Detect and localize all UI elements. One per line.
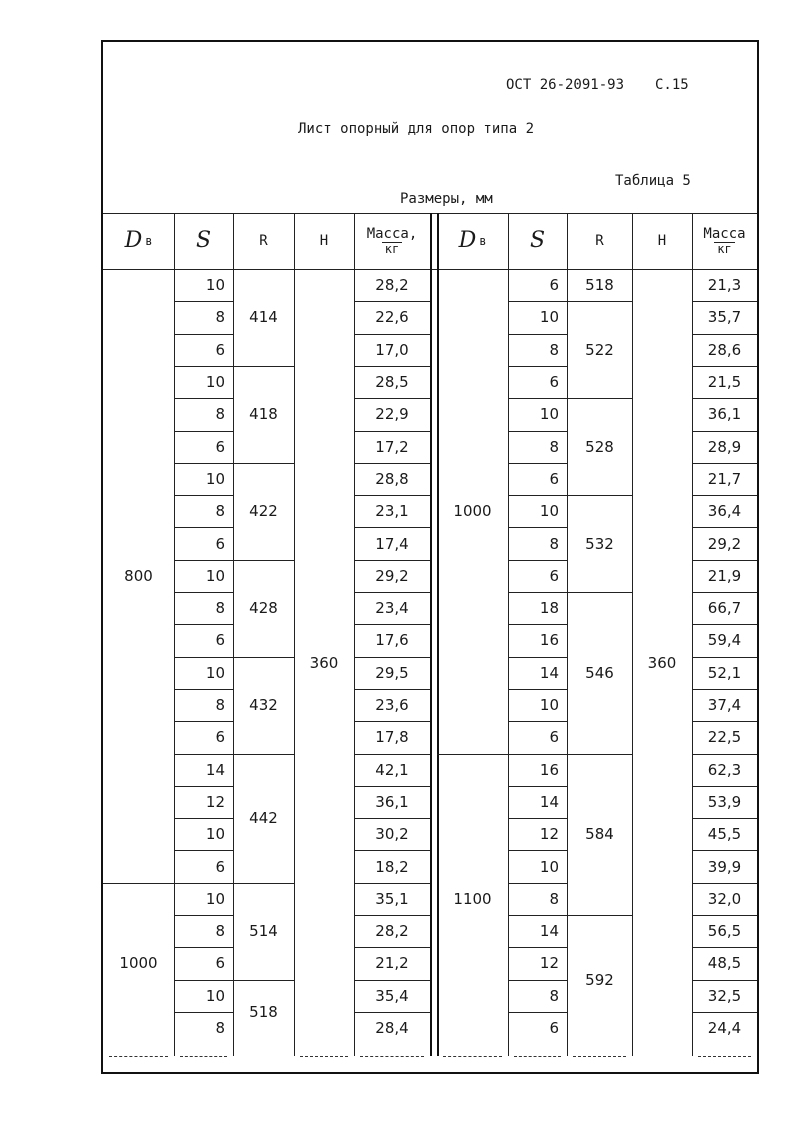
left-mass-cell: 36,1 — [375, 792, 409, 811]
left-r-cell: 432 — [249, 696, 278, 715]
left-mass-cell: 35,4 — [375, 986, 409, 1005]
right-mass-cell: 59,4 — [707, 631, 742, 650]
right-s-cell: 14 — [539, 792, 559, 811]
left-s-row-rule — [174, 463, 233, 464]
left-s-cell: 10 — [205, 986, 225, 1005]
left-mass-cell: 22,6 — [375, 308, 409, 327]
right-mass-cell: 28,9 — [707, 437, 742, 456]
right-s-cell: 8 — [549, 889, 559, 908]
left-s-row-rule — [174, 301, 233, 302]
right-s-cell: 8 — [549, 437, 559, 456]
right-s-cell: 14 — [539, 663, 559, 682]
right-mass-row-rule — [692, 624, 757, 625]
right-s-cell: 10 — [539, 308, 559, 327]
left-s-row-rule — [174, 334, 233, 335]
right-mass-cell: 53,9 — [707, 792, 742, 811]
left-s-cell: 10 — [205, 469, 225, 488]
right-mass-row-rule — [692, 592, 757, 593]
right-mass-cell: 32,0 — [707, 889, 742, 908]
left-mass-row-rule — [354, 592, 430, 593]
left-s-row-rule — [174, 366, 233, 367]
right-s-row-rule — [508, 495, 567, 496]
continuation-mark — [180, 1056, 227, 1057]
mass-unit: кг — [714, 242, 734, 256]
d-subscript: в — [145, 233, 153, 248]
left-mass-row-rule — [354, 883, 430, 884]
left-s-cell: 6 — [215, 437, 225, 456]
left-s-row-rule — [174, 947, 233, 948]
units-label: Размеры, мм — [400, 191, 493, 207]
left-mass-row-rule — [354, 334, 430, 335]
left-mass-row-rule — [354, 301, 430, 302]
left-r-cell: 442 — [249, 809, 278, 828]
right-r-cell: 532 — [585, 534, 614, 553]
left-mass-cell: 28,4 — [375, 1019, 409, 1038]
left-mass-row-rule — [354, 786, 430, 787]
right-mass-row-rule — [692, 657, 757, 658]
left-s-row-rule — [174, 495, 233, 496]
left-r-cell: 422 — [249, 502, 278, 521]
right-s-row-rule — [508, 366, 567, 367]
continuation-mark — [514, 1056, 561, 1057]
right-s-cell: 6 — [549, 469, 559, 488]
left-mass-row-rule — [354, 431, 430, 432]
continuation-mark — [300, 1056, 348, 1057]
right-mass-row-rule — [692, 398, 757, 399]
left-mass-row-rule — [354, 495, 430, 496]
right-mass-cell: 45,5 — [707, 825, 742, 844]
right-mass-row-rule — [692, 786, 757, 787]
left-mass-row-rule — [354, 366, 430, 367]
right-mass-row-rule — [692, 883, 757, 884]
page-number: С.15 — [655, 77, 689, 93]
left-mass-cell: 17,8 — [375, 728, 409, 747]
right-s-row-rule — [508, 334, 567, 335]
mass-label: Масса — [703, 225, 746, 242]
left-s-row-rule — [174, 980, 233, 981]
left-mass-cell: 23,1 — [375, 502, 409, 521]
left-mass-cell: 18,2 — [375, 857, 409, 876]
right-header-s: S — [529, 228, 546, 254]
right-s-cell: 16 — [539, 760, 559, 779]
right-s-row-rule — [508, 624, 567, 625]
left-s-row-rule — [174, 786, 233, 787]
left-header-r: R — [259, 232, 268, 249]
left-s-cell: 6 — [215, 631, 225, 650]
left-s-cell: 6 — [215, 954, 225, 973]
left-s-cell: 10 — [205, 663, 225, 682]
right-mass-cell: 35,7 — [707, 308, 742, 327]
left-mass-cell: 21,2 — [375, 954, 409, 973]
left-mass-cell: 28,2 — [375, 922, 409, 941]
left-s-cell: 8 — [215, 922, 225, 941]
right-s-cell: 12 — [539, 825, 559, 844]
right-s-row-rule — [508, 560, 567, 561]
left-mass-cell: 42,1 — [375, 760, 409, 779]
right-s-row-rule — [508, 818, 567, 819]
right-d-cell: 1100 — [453, 889, 492, 908]
right-d-cell: 1000 — [453, 502, 492, 521]
left-s-cell: 10 — [205, 889, 225, 908]
continuation-mark — [109, 1056, 168, 1057]
right-header-mass — [692, 213, 757, 269]
left-s-cell: 6 — [215, 728, 225, 747]
left-mass-cell: 17,6 — [375, 631, 409, 650]
right-s-cell: 12 — [539, 954, 559, 973]
left-s-cell: 6 — [215, 534, 225, 553]
left-s-row-rule — [174, 592, 233, 593]
right-mass-cell: 21,7 — [707, 469, 742, 488]
right-mass-cell: 36,4 — [707, 502, 742, 521]
right-s-cell: 10 — [539, 857, 559, 876]
left-mass-cell: 22,9 — [375, 405, 409, 424]
right-mass-cell: 52,1 — [707, 663, 742, 682]
right-s-row-rule — [508, 398, 567, 399]
right-s-row-rule — [508, 850, 567, 851]
left-mass-cell: 28,5 — [375, 373, 409, 392]
left-s-row-rule — [174, 398, 233, 399]
table-label: Таблица 5 — [615, 173, 691, 189]
right-s-row-rule — [508, 883, 567, 884]
right-mass-cell: 37,4 — [707, 696, 742, 715]
right-mass-row-rule — [692, 527, 757, 528]
left-s-row-rule — [174, 1012, 233, 1013]
right-mass-cell: 66,7 — [707, 599, 742, 618]
left-mass-row-rule — [354, 980, 430, 981]
right-mass-row-rule — [692, 334, 757, 335]
left-s-cell: 6 — [215, 340, 225, 359]
left-s-cell: 10 — [205, 276, 225, 295]
left-mass-cell: 29,5 — [375, 663, 409, 682]
left-s-row-rule — [174, 657, 233, 658]
left-s-cell: 12 — [205, 792, 225, 811]
right-mass-cell: 56,5 — [707, 922, 742, 941]
continuation-mark — [573, 1056, 626, 1057]
left-mass-row-rule — [354, 624, 430, 625]
right-r-cell: 546 — [585, 663, 614, 682]
center-divider-a — [430, 213, 432, 1056]
right-s-row-rule — [508, 786, 567, 787]
left-r-cell: 518 — [249, 1002, 278, 1021]
right-s-cell: 6 — [549, 1019, 559, 1038]
right-s-cell: 8 — [549, 340, 559, 359]
left-mass-row-rule — [354, 657, 430, 658]
right-mass-row-rule — [692, 754, 757, 755]
right-header-h: H — [657, 232, 667, 249]
right-s-cell: 6 — [549, 373, 559, 392]
right-r-cell: 522 — [585, 340, 614, 359]
left-s-row-rule — [174, 721, 233, 722]
mass-label: Масса, — [366, 225, 418, 242]
left-d-cell: 1000 — [119, 954, 158, 973]
right-mass-row-rule — [692, 689, 757, 690]
left-s-cell: 8 — [215, 696, 225, 715]
left-s-cell: 8 — [215, 502, 225, 521]
left-mass-row-rule — [354, 915, 430, 916]
left-s-row-rule — [174, 624, 233, 625]
right-r-cell: 592 — [585, 970, 614, 989]
right-mass-cell: 21,5 — [707, 373, 742, 392]
left-r-cell: 514 — [249, 922, 278, 941]
left-s-cell: 10 — [205, 825, 225, 844]
right-s-row-rule — [508, 1012, 567, 1013]
left-s-cell: 6 — [215, 857, 225, 876]
right-s-cell: 6 — [549, 276, 559, 295]
right-s-row-rule — [508, 592, 567, 593]
right-s-cell: 6 — [549, 728, 559, 747]
right-mass-row-rule — [692, 818, 757, 819]
left-r-cell: 418 — [249, 405, 278, 424]
d-symbol: D — [124, 228, 143, 254]
right-s-row-rule — [508, 980, 567, 981]
right-s-cell: 10 — [539, 405, 559, 424]
left-d-cell: 800 — [124, 566, 153, 585]
left-s-row-rule — [174, 754, 233, 755]
right-s-row-rule — [508, 689, 567, 690]
right-s-row-rule — [508, 527, 567, 528]
right-mass-cell: 48,5 — [707, 954, 742, 973]
right-mass-cell: 28,6 — [707, 340, 742, 359]
left-s-row-rule — [174, 689, 233, 690]
right-s-cell: 8 — [549, 534, 559, 553]
left-s-cell: 10 — [205, 566, 225, 585]
left-s-row-rule — [174, 883, 233, 884]
left-mass-row-rule — [354, 947, 430, 948]
right-mass-row-rule — [692, 850, 757, 851]
right-s-row-rule — [508, 657, 567, 658]
right-mass-row-rule — [692, 1012, 757, 1013]
right-s-cell: 10 — [539, 696, 559, 715]
d-subscript: в — [479, 233, 487, 248]
right-mass-row-rule — [692, 915, 757, 916]
left-mass-cell: 23,4 — [375, 599, 409, 618]
left-s-row-rule — [174, 818, 233, 819]
left-mass-cell: 28,2 — [375, 276, 409, 295]
left-header-d — [103, 213, 174, 269]
left-header-mass — [354, 213, 430, 269]
right-s-cell: 6 — [549, 566, 559, 585]
left-mass-row-rule — [354, 1012, 430, 1013]
right-mass-cell: 21,9 — [707, 566, 742, 585]
left-s-cell: 8 — [215, 308, 225, 327]
right-r-cell: 584 — [585, 825, 614, 844]
left-mass-cell: 29,2 — [375, 566, 409, 585]
right-mass-row-rule — [692, 947, 757, 948]
left-s-cell: 14 — [205, 760, 225, 779]
left-s-row-rule — [174, 431, 233, 432]
left-r-cell: 428 — [249, 599, 278, 618]
right-s-row-rule — [508, 301, 567, 302]
left-mass-row-rule — [354, 818, 430, 819]
left-s-cell: 8 — [215, 405, 225, 424]
left-mass-cell: 23,6 — [375, 696, 409, 715]
left-header-s: S — [195, 228, 212, 254]
left-s-row-rule — [174, 560, 233, 561]
left-mass-row-rule — [354, 527, 430, 528]
left-mass-row-rule — [354, 689, 430, 690]
right-s-row-rule — [508, 431, 567, 432]
right-mass-row-rule — [692, 560, 757, 561]
left-s-row-rule — [174, 915, 233, 916]
left-mass-row-rule — [354, 721, 430, 722]
left-s-cell: 8 — [215, 599, 225, 618]
right-mass-cell: 29,2 — [707, 534, 742, 553]
right-mass-cell: 36,1 — [707, 405, 742, 424]
left-mass-row-rule — [354, 850, 430, 851]
left-mass-row-rule — [354, 463, 430, 464]
right-s-row-rule — [508, 915, 567, 916]
doc-title: Лист опорный для опор типа 2 — [298, 121, 535, 137]
right-r-cell: 518 — [585, 276, 614, 295]
right-r-cell: 528 — [585, 437, 614, 456]
left-mass-cell: 30,2 — [375, 825, 409, 844]
d-symbol: D — [458, 228, 477, 254]
right-mass-cell: 39,9 — [707, 857, 742, 876]
left-mass-cell: 35,1 — [375, 889, 409, 908]
left-mass-row-rule — [354, 560, 430, 561]
right-s-row-rule — [508, 463, 567, 464]
right-mass-cell: 32,5 — [707, 986, 742, 1005]
continuation-mark — [443, 1056, 502, 1057]
right-s-cell: 14 — [539, 922, 559, 941]
continuation-mark — [698, 1056, 751, 1057]
right-mass-cell: 21,3 — [707, 276, 742, 295]
left-s-row-rule — [174, 527, 233, 528]
right-mass-row-rule — [692, 431, 757, 432]
left-mass-row-rule — [354, 398, 430, 399]
right-s-row-rule — [508, 721, 567, 722]
right-s-cell: 10 — [539, 502, 559, 521]
right-s-cell: 8 — [549, 986, 559, 1005]
left-r-cell: 414 — [249, 308, 278, 327]
right-mass-cell: 62,3 — [707, 760, 742, 779]
left-mass-cell: 17,0 — [375, 340, 409, 359]
right-header-r: R — [595, 232, 604, 249]
left-mass-row-rule — [354, 754, 430, 755]
mass-unit: кг — [382, 242, 402, 256]
right-mass-row-rule — [692, 301, 757, 302]
right-mass-row-rule — [692, 980, 757, 981]
right-s-row-rule — [508, 947, 567, 948]
right-header-d — [437, 213, 508, 269]
left-s-row-rule — [174, 850, 233, 851]
right-s-row-rule — [508, 754, 567, 755]
doc-code: ОСТ 26-2091-93 — [506, 77, 625, 93]
right-h-cell: 360 — [647, 653, 677, 672]
right-mass-row-rule — [692, 495, 757, 496]
left-header-h: H — [319, 232, 329, 249]
right-s-cell: 18 — [539, 599, 559, 618]
right-mass-row-rule — [692, 463, 757, 464]
left-s-cell: 10 — [205, 373, 225, 392]
left-h-cell: 360 — [309, 653, 339, 672]
right-mass-row-rule — [692, 721, 757, 722]
right-s-cell: 16 — [539, 631, 559, 650]
right-mass-cell: 24,4 — [707, 1019, 742, 1038]
left-s-cell: 8 — [215, 1019, 225, 1038]
left-mass-cell: 28,8 — [375, 469, 409, 488]
continuation-mark — [360, 1056, 424, 1057]
left-mass-cell: 17,2 — [375, 437, 409, 456]
right-mass-cell: 22,5 — [707, 728, 742, 747]
left-mass-cell: 17,4 — [375, 534, 409, 553]
right-mass-row-rule — [692, 366, 757, 367]
